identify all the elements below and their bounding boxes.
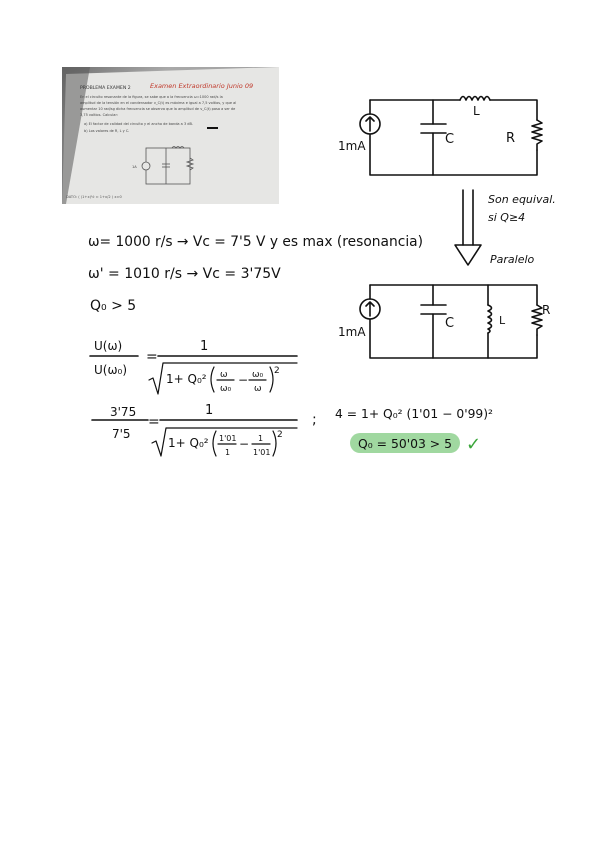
capacitor-icon-2 [421, 305, 446, 314]
eq1-exp: 2 [274, 366, 280, 376]
result-text: Q₀ = 50'03 > 5 [358, 437, 452, 451]
photo-body-line-0: En el circuito resonante de la figura, se sabe que a la frecuencia ω=1000 rad/s la [80, 95, 223, 99]
photo-question-a: a) El factor de calidad del circuito y el ancho de banda a 3 dB. [84, 122, 194, 126]
bottom-l-label: L [499, 314, 506, 327]
bottom-source-label: 1mA [338, 325, 366, 339]
photo-footer: DATO: ( (1+x)½ ≈ 1+x/2 ) x≈0 [66, 195, 122, 199]
eq2-lhs-den: 7'5 [112, 427, 131, 441]
equivalence-arrow [455, 190, 481, 265]
eq1-equals: = [146, 349, 158, 365]
semicolon: ; [312, 412, 317, 428]
eq1-one-plus-q: 1+ Q₀² [166, 372, 207, 386]
eq1-frac-b-num: ω₀ [252, 370, 264, 380]
photo-body-line-2: aumentar 10 rad/sg dicha frecuencia se observa que la amplitud de v_C(t) pasa a ser de [80, 107, 236, 111]
inductor-icon [460, 97, 490, 101]
eq2-frac-b-den: 1'01 [253, 448, 271, 457]
photo-body-line-3: 3,75 voltios. Calcular: [80, 113, 119, 117]
capacitor-icon [421, 124, 446, 133]
eq-right: 4 = 1+ Q₀² (1'01 − 0'99)² [335, 407, 494, 421]
photo-body-line-1: amplitud de la tensión en el condensador v_C(t) es máxima e igual a 7,5 voltios, y que al [80, 101, 237, 105]
eq1-minus: − [238, 373, 249, 387]
eq1-frac-a-den: ω₀ [220, 384, 232, 394]
exam-photo [62, 67, 279, 204]
equation-1 [90, 339, 297, 394]
bottom-r-label: R [542, 303, 551, 317]
eq2-frac-b-num: 1 [258, 434, 264, 443]
inductor-icon-2 [488, 305, 492, 333]
note-line-1: ω= 1000 r/s → Vc = 7'5 V y es max (resonancia) [88, 234, 423, 250]
note-line-3: Q₀ > 5 [90, 298, 137, 314]
eq2-one-plus-q: 1+ Q₀² [168, 436, 209, 450]
arrow-note-line-3: Paralelo [490, 253, 535, 266]
top-r-label: R [506, 131, 516, 146]
eq1-frac-b-den: ω [254, 384, 262, 394]
bottom-c-label: C [445, 316, 455, 331]
top-c-label: C [445, 132, 455, 147]
eq2-numerator-one: 1 [205, 403, 214, 418]
eq2-lhs-num: 3'75 [110, 405, 137, 419]
eq1-lhs-num: U(ω) [94, 339, 123, 353]
eq1-numerator-one: 1 [200, 339, 209, 354]
top-l-label: L [473, 104, 480, 118]
eq2-exp: 2 [277, 430, 283, 440]
arrow-note-line-1: Son equival. [488, 193, 556, 206]
note-line-2: ω' = 1010 r/s → Vc = 3'75V [88, 266, 281, 282]
eq2-equals: = [148, 414, 160, 430]
photo-header-red: Examen Extraordinario Junio 09 [150, 82, 254, 90]
check-icon: ✓ [466, 434, 482, 455]
eq2-frac-a-num: 1'01 [219, 434, 237, 443]
photo-header-left: PROBLEMA EXAMEN 2 [80, 86, 131, 91]
eq1-lhs-den: U(ω₀) [94, 363, 128, 377]
eq1-frac-a-num: ω [220, 370, 228, 380]
arrow-note-line-2: si Q≥4 [488, 211, 526, 224]
photo-source-label: 1A [132, 165, 137, 169]
resistor-icon-2 [532, 305, 542, 335]
eq2-frac-a-den: 1 [225, 448, 231, 457]
photo-question-b: b) Los valores de R, L y C. [84, 129, 130, 133]
top-source-label: 1mA [338, 139, 366, 153]
eq2-minus: − [239, 437, 250, 451]
equation-2 [92, 403, 297, 457]
resistor-icon [532, 120, 542, 150]
